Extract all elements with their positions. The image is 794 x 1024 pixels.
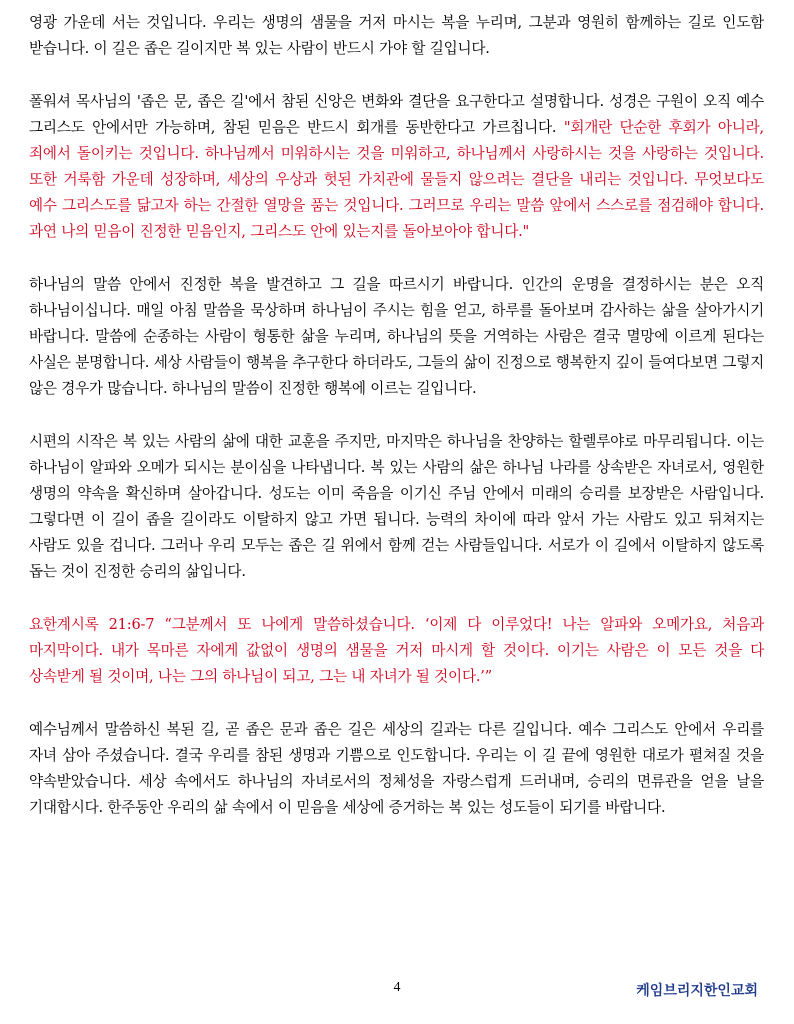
paragraph-6: 예수님께서 말씀하신 복된 길, 곧 좁은 문과 좁은 길은 세상의 길과는 다른 길입니다. 예수 그리스도 안에서 우리를 자녀 삼아 주셨습니다. 결국 우리를 참된 생명과 기쁨으로 인도합니다. 우리는 이 길 끝에 영원한 대로가 펼쳐질 것을 약속받았습니다. 세상 속에서도 하나님의 자녀로서의 정체성을 자랑스럽게 드러내며, 승리의 면류관을 얻을 날을 기대합시다. 한주동안 우리의 삶 속에서 이 믿음을 세상에 증거하는 복 있는 성도들이 되기를 바랍니다. xyxy=(29,721,764,816)
paragraph-3: 하나님의 말씀 안에서 진정한 복을 발견하고 그 길을 따르시기 바랍니다. 인간의 운명을 결정하시는 분은 오직 하나님이십니다. 매일 아침 말씀을 묵상하며 하나님이 주시는 힘을 얻고, 하루를 돌아보며 감사하는 삶을 살아가시기 바랍니다. 말씀에 순종하는 사람이 형통한 삶을 누리며, 하나님의 뜻을 거역하는 사람은 결국 멸망에 이르게 된다는 사실은 분명합니다. 세상 사람들이 행복을 추구한다 하더라도, 그들의 삶이 진정으로 행복한지 깊이 들여다보면 그렇지 않은 경우가 많습니다. 하나님의 말씀이 진정한 행복에 이르는 길입니다. xyxy=(29,276,764,397)
paragraph-2-text: 폴워셔 목사님의 '좁은 문, 좁은 길'에서 참된 신앙은 변화와 결단을 요구한다고 설명합니다. 성경은 구원이 오직 예수 그리스도 안에서만 가능하며, 참된 믿음은 반드시 회개를 동반한다고 가르칩니다. xyxy=(29,93,764,136)
paragraph-2-quote: "회개란 단순한 후회가 아니라, 죄에서 돌이키는 것입니다. 하나님께서 미워하시는 것을 미워하고, 하나님께서 사랑하시는 것을 사랑하는 것입니다. 또한 거룩함 가운데 성장하며, 세상의 우상과 헛된 가치관에 물들지 않으려는 결단을 내리는 것입니다. 무엇보다도 예수 그리스도를 닮고자 하는 간절한 열망을 품는 것입니다. 그러므로 우리는 말씀 앞에서 스스로를 점검해야 합니다. 과연 나의 믿음이 진정한 믿음인지, 그리스도 안에 있는지를 돌아보아야 합니다." xyxy=(29,119,764,240)
paragraph-1: 영광 가운데 서는 것입니다. 우리는 생명의 샘물을 거저 마시는 복을 누리며, 그분과 영원히 함께하는 길로 인도함 받습니다. 이 길은 좁은 길이지만 복 있는 사람이 반드시 가야 할 길입니다. xyxy=(29,14,764,57)
article-body xyxy=(29,10,764,848)
paragraph-2 xyxy=(29,89,764,245)
scripture-quote: 요한계시록 21:6-7 “그분께서 또 나에게 말씀하셨습니다. ‘이제 다 이루었다! 나는 알파와 오메가요, 처음과 마지막이다. 내가 목마른 자에게 값없이 생명의 샘물을 거저 마시게 할 것이다. 이기는 사람은 이 모든 것을 다 상속받게 될 것이며, 나는 그의 하나님이 되고, 그는 내 자녀가 될 것이다.’” xyxy=(29,616,764,685)
page-number: 4 xyxy=(393,980,401,995)
church-name: 케임브리지한인교회 xyxy=(636,983,758,999)
paragraph-4: 시편의 시작은 복 있는 사람의 삶에 대한 교훈을 주지만, 마지막은 하나님을 찬양하는 할렐루야로 마무리됩니다. 이는 하나님이 알파와 오메가 되시는 분이심을 나타냅니다. 복 있는 사람의 삶은 하나님 나라를 상속받은 자녀로서, 영원한 생명의 약속을 확신하며 살아갑니다. 성도는 이미 죽음을 이기신 주님 안에서 미래의 승리를 보장받은 사람입니다. 그렇다면 이 길이 좁을 길이라도 이탈하지 않고 가면 됩니다. 능력의 차이에 따라 앞서 가는 사람도 있고 뒤쳐지는 사람도 있을 겁니다. 그러나 우리 모두는 좁은 길 위에서 함께 걷는 사람들입니다. 서로가 이 길에서 이탈하지 않도록 돕는 것이 진정한 승리의 삶입니다. xyxy=(29,433,764,580)
